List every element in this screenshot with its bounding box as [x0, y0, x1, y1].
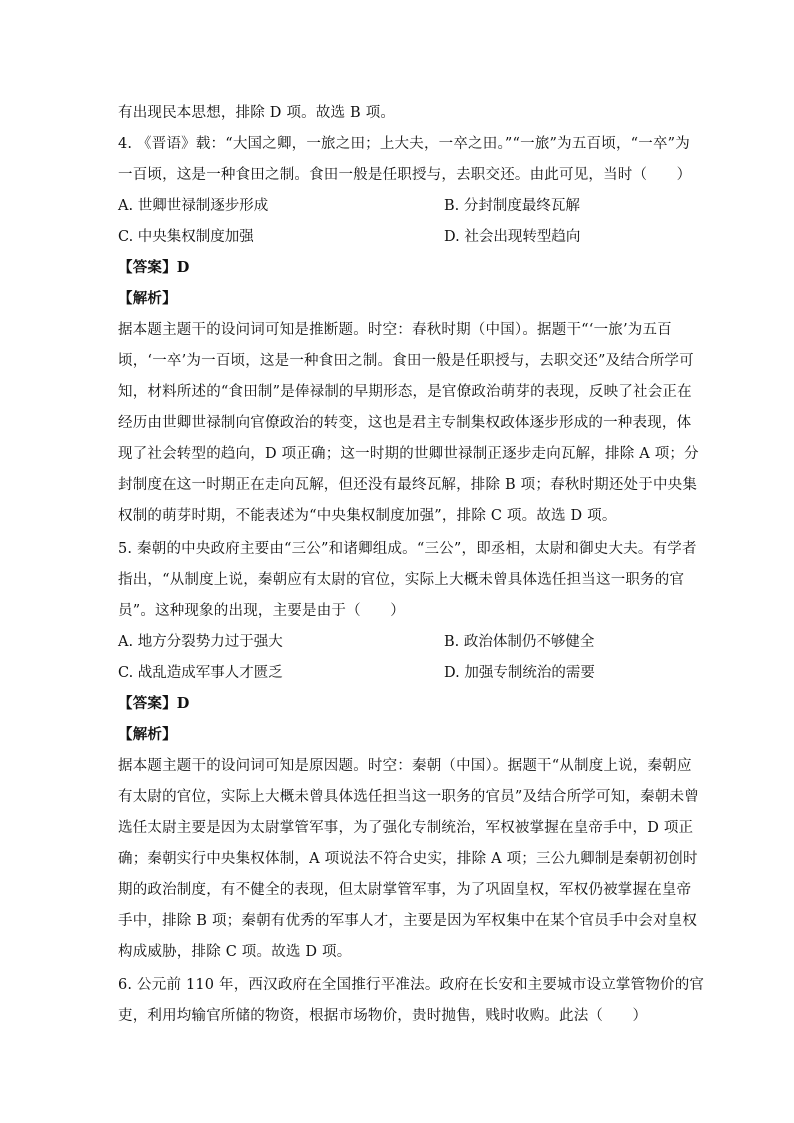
q5-analysis-line-2: 有太尉的官位，实际上大概未曾具体选任担当这一职务的官员”及结合所学可知，秦朝未曾	[118, 789, 699, 805]
q4-stem-line-2: 一百顷，这是一种食田之制。食田一般是任职授与，去职交还。由此可见，当时（ ）	[118, 167, 692, 183]
q5-analysis-line-6: 手中，排除 B 项；秦朝有优秀的军事人才，主要是因为军权集中在某个官员手中会对皇权	[118, 913, 698, 929]
q5-analysis-line-7: 构成威胁，排除 C 项。故选 D 项。	[118, 944, 352, 960]
q5-option-d: D. 加强专制统治的需要	[444, 665, 595, 681]
q6-stem-line-2: 吏，利用均输官所储的物资，根据市场物价，贵时抛售，贱时收购。此法（ ）	[118, 1008, 648, 1024]
q5-answer: 【答案】D	[118, 695, 190, 712]
q4-option-a: A. 世卿世禄制逐步形成	[118, 198, 269, 214]
q4-option-c: C. 中央集权制度加强	[118, 229, 254, 245]
q5-stem-line-2: 指出，“从制度上说，秦朝应有太尉的官位，实际上大概未曾具体选任担当这一职务的官	[118, 572, 685, 588]
q5-analysis-line-4: 确；秦朝实行中央集权体制，A 项说法不符合史实，排除 A 项；三公九卿制是秦朝初创时	[118, 851, 698, 867]
q6-stem-line-1: 6. 公元前 110 年，西汉政府在全国推行平准法。政府在长安和主要城市设立掌管物价的官	[118, 977, 705, 993]
q5-option-b: B. 政治体制仍不够健全	[444, 634, 595, 650]
q5-analysis-line-5: 期的政治制度，有不健全的表现，但太尉掌管军事，为了巩固皇权，军权仍被掌握在皇帝	[118, 882, 692, 898]
q5-analysis-heading: 【解析】	[118, 726, 177, 743]
q4-analysis-line-5: 现了社会转型的趋向，D 项正确；这一时期的世卿世禄制正逐步走向瓦解，排除 A 项；分	[118, 446, 699, 462]
q4-analysis-line-3: 知，材料所述的“食田制”是俸禄制的早期形态，是官僚政治萌芽的表现，反映了社会正在	[118, 384, 692, 400]
q5-option-a: A. 地方分裂势力过于强大	[118, 634, 283, 650]
q4-option-d: D. 社会出现转型趋向	[444, 229, 581, 245]
q4-analysis-heading: 【解析】	[118, 290, 177, 307]
q4-answer: 【答案】D	[118, 259, 190, 276]
q4-option-b: B. 分封制度最终瓦解	[444, 198, 580, 214]
q4-analysis-line-1: 据本题主题干的设问词可知是推断题。时空：春秋时期（中国）。据题干“‘一旅’为五百	[118, 322, 672, 338]
q5-option-c: C. 战乱造成军事人才匮乏	[118, 665, 283, 681]
q4-analysis-line-6: 封制度在这一时期正在走向瓦解，但还没有最终瓦解，排除 B 项；春秋时期还处于中央集	[118, 477, 698, 493]
q4-analysis-line-7: 权制的萌芽时期，不能表述为“中央集权制度加强”，排除 C 项。故选 D 项。	[118, 508, 617, 524]
q4-analysis-line-2: 顷，‘一卒’为一百顷，这是一种食田之制。食田一般是任职授与，去职交还”及结合所学可	[118, 353, 694, 369]
q3-analysis-tail: 有出现民本思想，排除 D 项。故选 B 项。	[118, 105, 396, 121]
q4-stem-line-1: 4. 《晋语》载：“大国之卿，一旅之田；上大夫，一卒之田。”“一旅”为五百顷，“一卒”为	[118, 136, 690, 152]
q5-analysis-line-1: 据本题主题干的设问词可知是原因题。时空：秦朝（中国）。据题干“从制度上说，秦朝应	[118, 758, 692, 774]
q4-analysis-line-4: 经历由世卿世禄制向官僚政治的转变，这也是君主专制集权政体逐步形成的一种表现，体	[118, 415, 692, 431]
q5-stem-line-1: 5. 秦朝的中央政府主要由“三公”和诸卿组成。“三公”，即丞相，太尉和御史大夫。有学者	[118, 541, 697, 557]
q5-stem-line-3: 员”。这种现象的出现，主要是由于（ ）	[118, 603, 405, 619]
q5-analysis-line-3: 选任太尉主要是因为太尉掌管军事，为了强化专制统治，军权被掌握在皇帝手中，D 项正	[118, 820, 694, 836]
